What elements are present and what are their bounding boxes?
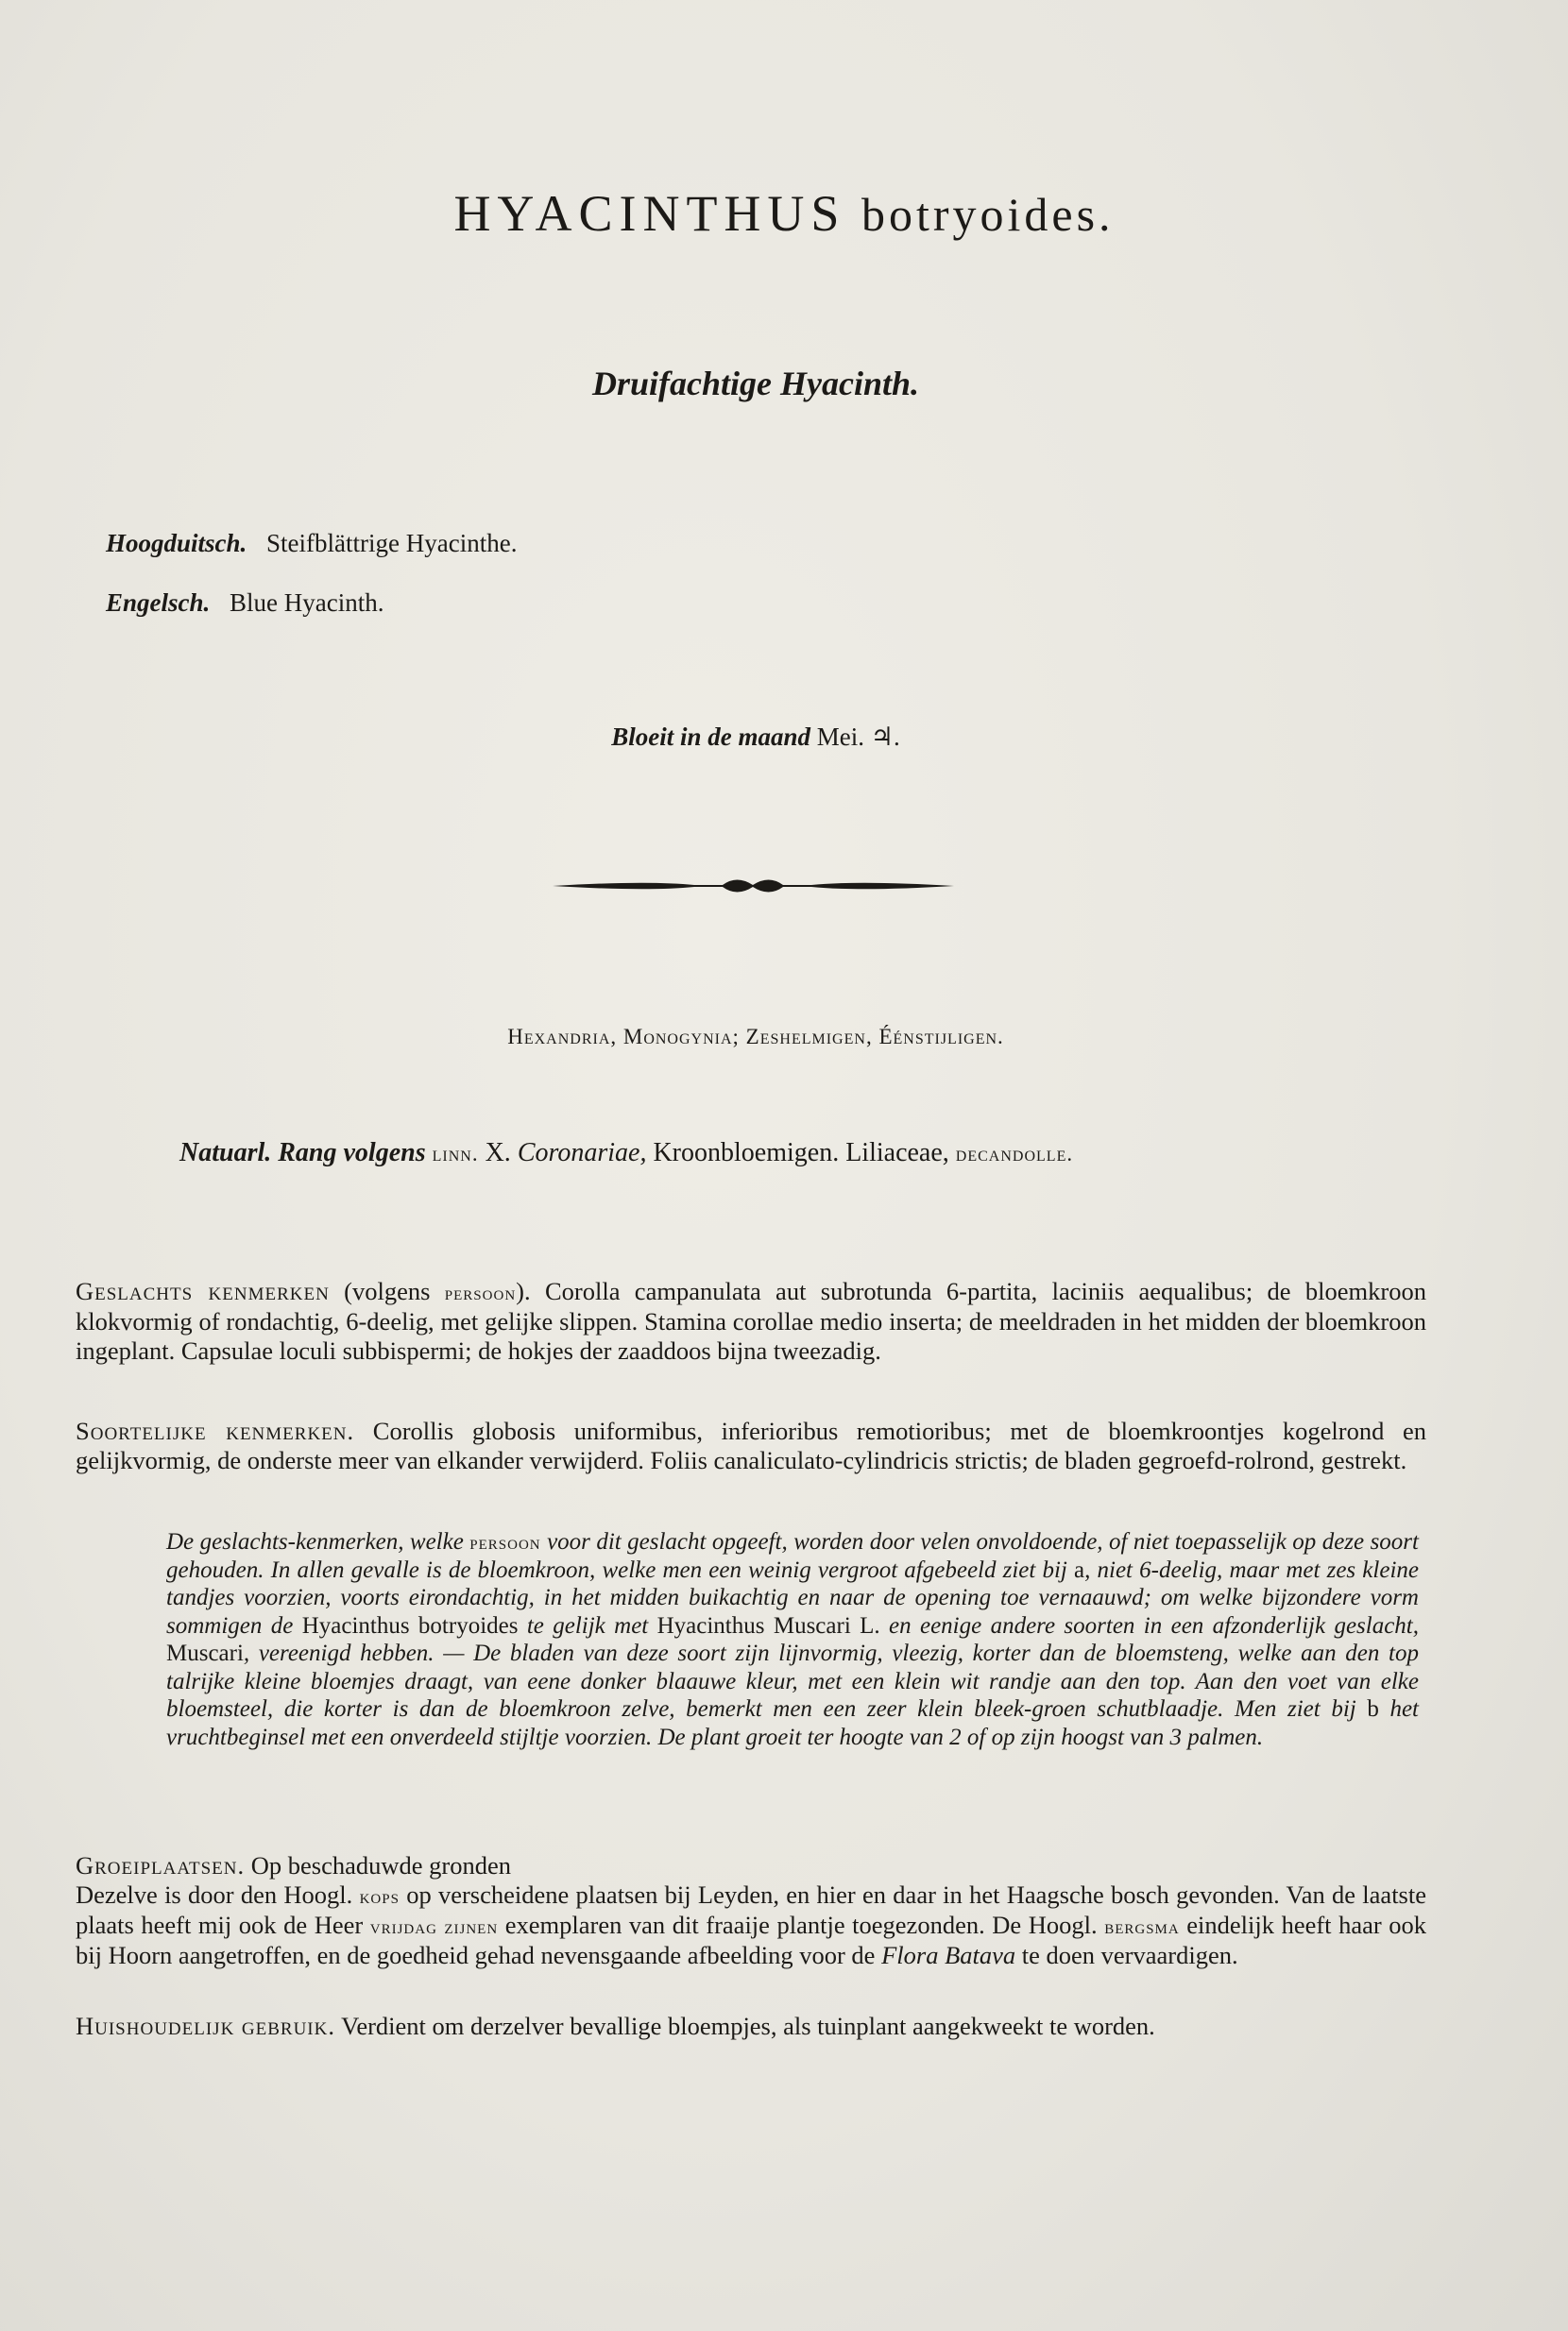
rank-dutch: Kroonbloemigen.	[653, 1138, 840, 1167]
ornamental-rule-icon	[553, 867, 954, 905]
genus-name: HYACINTHUS	[453, 185, 846, 242]
rank-decandolle: decandolle.	[955, 1142, 1074, 1166]
remark-genus-1: Hyacinthus botryoides	[301, 1612, 519, 1639]
figure-ref-b: b	[1367, 1696, 1379, 1722]
specific-characters-text: Corollis globosis uniformibus, inferioribus remotioribus; met de bloemkroontjes kogelrond en gelijkvormig, de onderste meer van elkander verwijderd. Foliis canaliculato-cylindricis strictis; de bladen gegroefd-rolrond, gestrekt.	[76, 1417, 1426, 1474]
generic-author: persoon	[444, 1281, 517, 1304]
localities-text: op verscheidene plaatsen bij Leyden, en hier en daar in het Haagsche bosch gevonden. Van de laatste plaats heeft mij ook de Heer	[76, 1880, 1426, 1939]
localities-heading: Groeiplaatsen.	[76, 1851, 246, 1880]
localities-kops: kops	[359, 1884, 400, 1908]
remark-genus-2: Hyacinthus Muscari L.	[656, 1612, 880, 1639]
page-title	[0, 184, 1568, 243]
remark-part: voor dit geslacht opgeeft, worden door velen onvoldoende, of niet toepasselijk op deze soort gehouden. In allen gevalle is de bloemkroon, welke men een weinig vergroot afgebeeld ziet bij	[166, 1529, 1419, 1583]
vernacular-value: Blue Hyacinth.	[230, 588, 384, 617]
rank-label: Natuarl. Rang volgens	[179, 1138, 426, 1167]
language-label: Engelsch.	[106, 588, 211, 617]
vernacular-value: Steifblättrige Hyacinthe.	[266, 529, 518, 557]
rank-class-number: X.	[485, 1138, 511, 1167]
generic-characters-heading: Geslachts kenmerken	[76, 1277, 330, 1305]
dutch-common-name: Druifachtige Hyacinth.	[591, 365, 919, 402]
remark-part: , vereenigd hebben. — De bladen van deze soort zijn lijnvormig, vleezig, korter dan de bloemsteng, welke aan den top talrijke kleine bloemjes draagt, van eene donker blaauwe kleur, met een klein wit randje aan den top. Aan den voet van elke bloemsteel, die korter is dan de bloemkroon zelve, bemerkt men een zeer klein bleek-groen schutblaadje. Men ziet bij	[166, 1641, 1419, 1722]
generic-characters-text: Corolla campanulata aut subrotunda 6-partita, laciniis aequalibus; de bloemkroon klokvormig of rondachtig, 6-deelig, met gelijke slippen. Stamina corollae medio inserta; de meeldraden in het midden der bloemkroon ingeplant. Capsulae loculi subbispermi; de hokjes der zaaddoos bijna tweezadig.	[76, 1277, 1426, 1365]
household-heading: Huishoudelijk gebruik.	[76, 2012, 335, 2040]
figure-ref-a: a	[1074, 1557, 1085, 1583]
household-text: Verdient om derzelver bevallige bloempjes, als tuinplant aangekweekt te worden.	[334, 2012, 1155, 2040]
flowering-period	[0, 723, 1511, 752]
localities-vrijdag: vrijdag zijnen	[369, 1914, 499, 1938]
localities-text: te doen vervaardigen.	[1015, 1941, 1238, 1969]
remark-part: , niet 6-deelig, maar met zes kleine tandjes voorzien, voorts eirondachtig, in het midden buikachtig en naar de opening toe vernaauwd; om welke bijzondere vorm sommigen de	[166, 1557, 1419, 1639]
language-label: Hoogduitsch.	[106, 529, 247, 557]
remark-persoon: persoon	[469, 1530, 541, 1554]
remark-part: te gelijk met	[518, 1612, 657, 1639]
remark-part: het vruchtbeginsel met een onverdeeld stijltje voorzien. De plant groeit ter hoogte van 2 of op zijn hoogst van 3 palmen.	[166, 1696, 1419, 1750]
localities-text: eindelijk heeft haar ook bij Hoorn aangetroffen, en de goedheid gehad nevensgaande afbeelding voor de	[76, 1911, 1427, 1969]
species-name: botryoides.	[861, 188, 1115, 241]
rank-class-name: Coronariae,	[517, 1138, 647, 1167]
localities-bergsma: bergsma	[1104, 1914, 1180, 1938]
localities-text: Dezelve is door den Hoogl.	[76, 1880, 360, 1909]
linnaean-classification: Hexandria, Monogynia; Zeshelmigen, Éénstijligen.	[507, 1025, 1004, 1048]
household-use	[76, 2012, 1426, 2041]
localities-text: Op beschaduwde gronden	[245, 1851, 511, 1880]
rank-linn: linn.	[432, 1142, 479, 1166]
localities-flora: Flora Batava	[881, 1941, 1016, 1969]
specific-characters-heading: Soortelijke kenmerken.	[76, 1417, 355, 1445]
generic-after-author: ).	[516, 1277, 545, 1305]
localities-text: exemplaren van dit fraaije plantje toegezonden. De Hoogl.	[498, 1911, 1105, 1939]
rank-family: Liliaceae,	[845, 1138, 949, 1167]
vernacular-name-german	[106, 529, 517, 558]
remark-part: en eenige andere soorten in een afzonderlijk geslacht,	[879, 1612, 1420, 1639]
specific-characters	[76, 1417, 1426, 1475]
natural-rank	[179, 1138, 1407, 1168]
flowering-month: Mei.	[816, 723, 865, 751]
remark-paragraph	[166, 1528, 1419, 1751]
generic-open: (volgens	[329, 1277, 445, 1305]
flowering-label: Bloeit in de maand	[611, 723, 811, 751]
localities	[76, 1851, 1426, 1970]
generic-characters	[76, 1277, 1426, 1366]
perennial-symbol: ♃.	[870, 723, 900, 751]
remark-part: De geslachts-kenmerken, welke	[166, 1529, 470, 1555]
remark-muscari: Muscari	[166, 1641, 244, 1666]
vernacular-name-english	[106, 588, 384, 618]
